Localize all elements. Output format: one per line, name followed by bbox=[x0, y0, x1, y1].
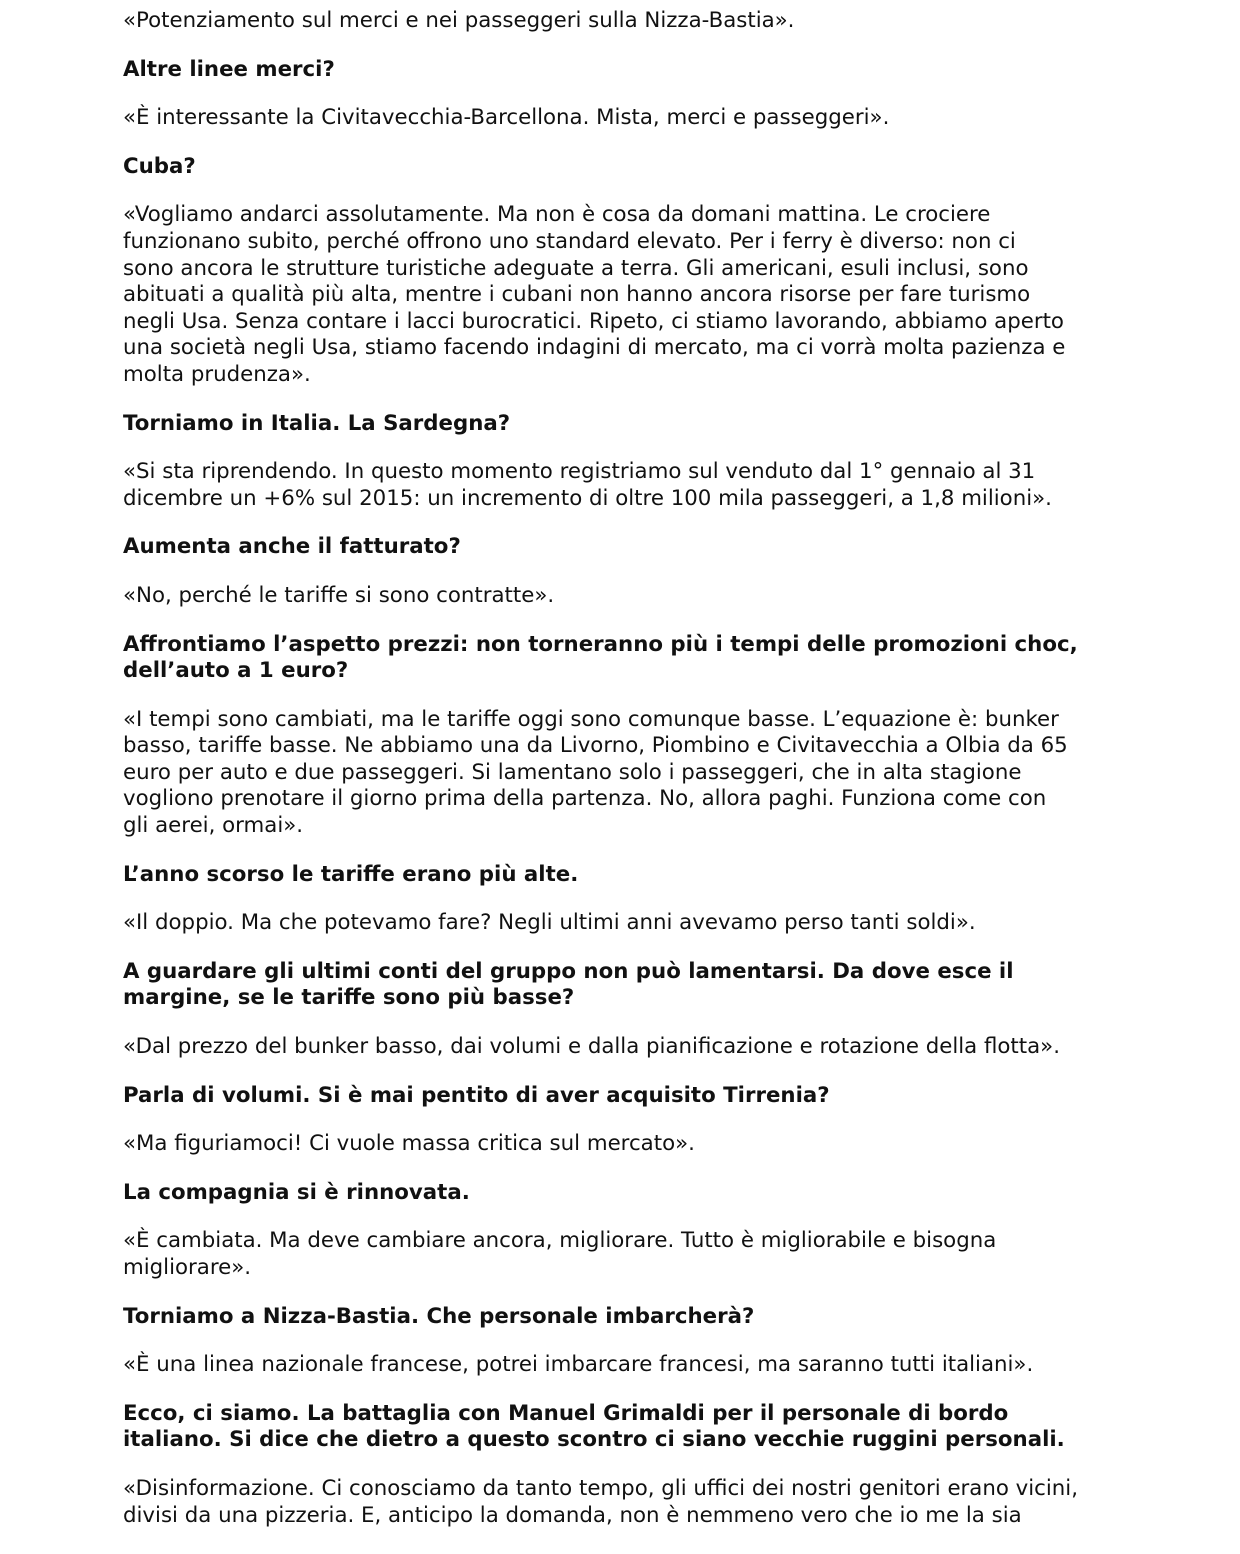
interview-answer bbox=[123, 1131, 1123, 1158]
text-line: «È interessante la Civitavecchia-Barcellona. Mista, merci e passeggeri». bbox=[123, 105, 890, 131]
interview-answer bbox=[123, 105, 1123, 132]
text-line: «È una linea nazionale francese, potrei imbarcare francesi, ma saranno tutti italiani». bbox=[123, 1352, 1034, 1378]
text-line: «No, perché le tariffe si sono contratte». bbox=[123, 582, 555, 608]
text-line: divisi da una pizzeria. E, anticipo la domanda, non è nemmeno vero che io me la sia bbox=[123, 1502, 1022, 1528]
text-line: margine, se le tariffe sono più basse? bbox=[123, 985, 575, 1011]
text-line: «Ma figuriamoci! Ci vuole massa critica sul mercato». bbox=[123, 1131, 695, 1157]
text-line: «È cambiata. Ma deve cambiare ancora, migliorare. Tutto è migliorabile e bisogna bbox=[123, 1228, 997, 1254]
text-line: «Si sta riprendendo. In questo momento registriamo sul venduto dal 1° gennaio al 31 bbox=[123, 459, 1036, 485]
text-line: «Disinformazione. Ci conosciamo da tanto tempo, gli uffici dei nostri genitori erano vicini, bbox=[123, 1475, 1078, 1501]
text-line: «Il doppio. Ma che potevamo fare? Negli ultimi anni avevamo perso tanti soldi». bbox=[123, 910, 976, 936]
text-line: italiano. Si dice che dietro a questo scontro ci siano vecchie ruggini personali. bbox=[123, 1427, 1065, 1453]
text-line: abituati a qualità più alta, mentre i cubani non hanno ancora risorse per fare turismo bbox=[123, 282, 1031, 308]
interview-answer bbox=[123, 707, 1123, 840]
text-line: basso, tariffe basse. Ne abbiamo una da Livorno, Piombino e Civitavecchia a Olbia da 65 bbox=[123, 733, 1068, 759]
text-line: A guardare gli ultimi conti del gruppo non può lamentarsi. Da dove esce il bbox=[123, 958, 1014, 984]
text-line: una società negli Usa, stiamo facendo indagini di mercato, ma ci vorrà molta pazienza e bbox=[123, 335, 1066, 361]
text-line: Altre linee merci? bbox=[123, 56, 335, 82]
interview-answer bbox=[123, 1228, 1123, 1281]
text-line: Parla di volumi. Si è mai pentito di aver acquisito Tirrenia? bbox=[123, 1082, 830, 1108]
text-line: molta prudenza». bbox=[123, 361, 311, 387]
interview-answer bbox=[123, 1476, 1123, 1529]
text-line: La compagnia si è rinnovata. bbox=[123, 1179, 470, 1205]
interview-question bbox=[123, 534, 1123, 561]
interview-question bbox=[123, 1083, 1123, 1110]
interview-question bbox=[123, 1401, 1123, 1454]
text-line: «Potenziamento sul merci e nei passeggeri sulla Nizza-Bastia». bbox=[123, 8, 795, 33]
text-line: Aumenta anche il fatturato? bbox=[123, 534, 461, 560]
text-line: sono ancora le strutture turistiche adeguate a terra. Gli americani, esuli inclusi, sono bbox=[123, 255, 1029, 281]
text-line: gli aerei, ormai». bbox=[123, 813, 304, 839]
text-line: «Dal prezzo del bunker basso, dai volumi e dalla pianificazione e rotazione della flotta». bbox=[123, 1034, 1060, 1060]
interview-question bbox=[123, 632, 1123, 685]
interview-answer bbox=[123, 583, 1123, 610]
text-line: Torniamo a Nizza-Bastia. Che personale imbarcherà? bbox=[123, 1303, 755, 1329]
interview-question bbox=[123, 411, 1123, 438]
text-line: migliorare». bbox=[123, 1255, 252, 1280]
text-line: L’anno scorso le tariffe erano più alte. bbox=[123, 861, 579, 887]
text-line: euro per auto e due passeggeri. Si lamentano solo i passeggeri, che in alta stagione bbox=[123, 759, 1022, 785]
text-line: Torniamo in Italia. La Sardegna? bbox=[123, 410, 511, 436]
interview-question bbox=[123, 1304, 1123, 1331]
interview-question bbox=[123, 57, 1123, 84]
interview-question bbox=[123, 1180, 1123, 1207]
interview-answer bbox=[123, 1352, 1123, 1379]
text-line: Cuba? bbox=[123, 153, 196, 179]
interview-answer bbox=[123, 1034, 1123, 1061]
interview-question bbox=[123, 959, 1123, 1012]
interview-question bbox=[123, 154, 1123, 181]
text-line: «I tempi sono cambiati, ma le tariffe oggi sono comunque basse. L’equazione è: bunker bbox=[123, 706, 1059, 732]
text-line: Ecco, ci siamo. La battaglia con Manuel Grimaldi per il personale di bordo bbox=[123, 1400, 1009, 1426]
text-line: dell’auto a 1 euro? bbox=[123, 658, 349, 684]
interview-question bbox=[123, 862, 1123, 889]
document-page bbox=[123, 8, 1123, 1551]
interview-answer bbox=[123, 910, 1123, 937]
text-line: negli Usa. Senza contare i lacci burocratici. Ripeto, ci stiamo lavorando, abbiamo aperto bbox=[123, 308, 1064, 334]
interview-answer bbox=[123, 459, 1123, 512]
interview-answer bbox=[123, 8, 1123, 35]
text-line: «Vogliamo andarci assolutamente. Ma non è cosa da domani mattina. Le crociere bbox=[123, 202, 991, 228]
text-line: funzionano subito, perché offrono uno standard elevato. Per i ferry è diverso: non ci bbox=[123, 228, 1016, 254]
text-line: Affrontiamo l’aspetto prezzi: non torneranno più i tempi delle promozioni choc, bbox=[123, 631, 1078, 657]
interview-answer bbox=[123, 202, 1123, 388]
text-line: dicembre un +6% sul 2015: un incremento di oltre 100 mila passeggeri, a 1,8 milioni». bbox=[123, 485, 1052, 511]
text-line: vogliono prenotare il giorno prima della partenza. No, allora paghi. Funziona come con bbox=[123, 786, 1047, 812]
